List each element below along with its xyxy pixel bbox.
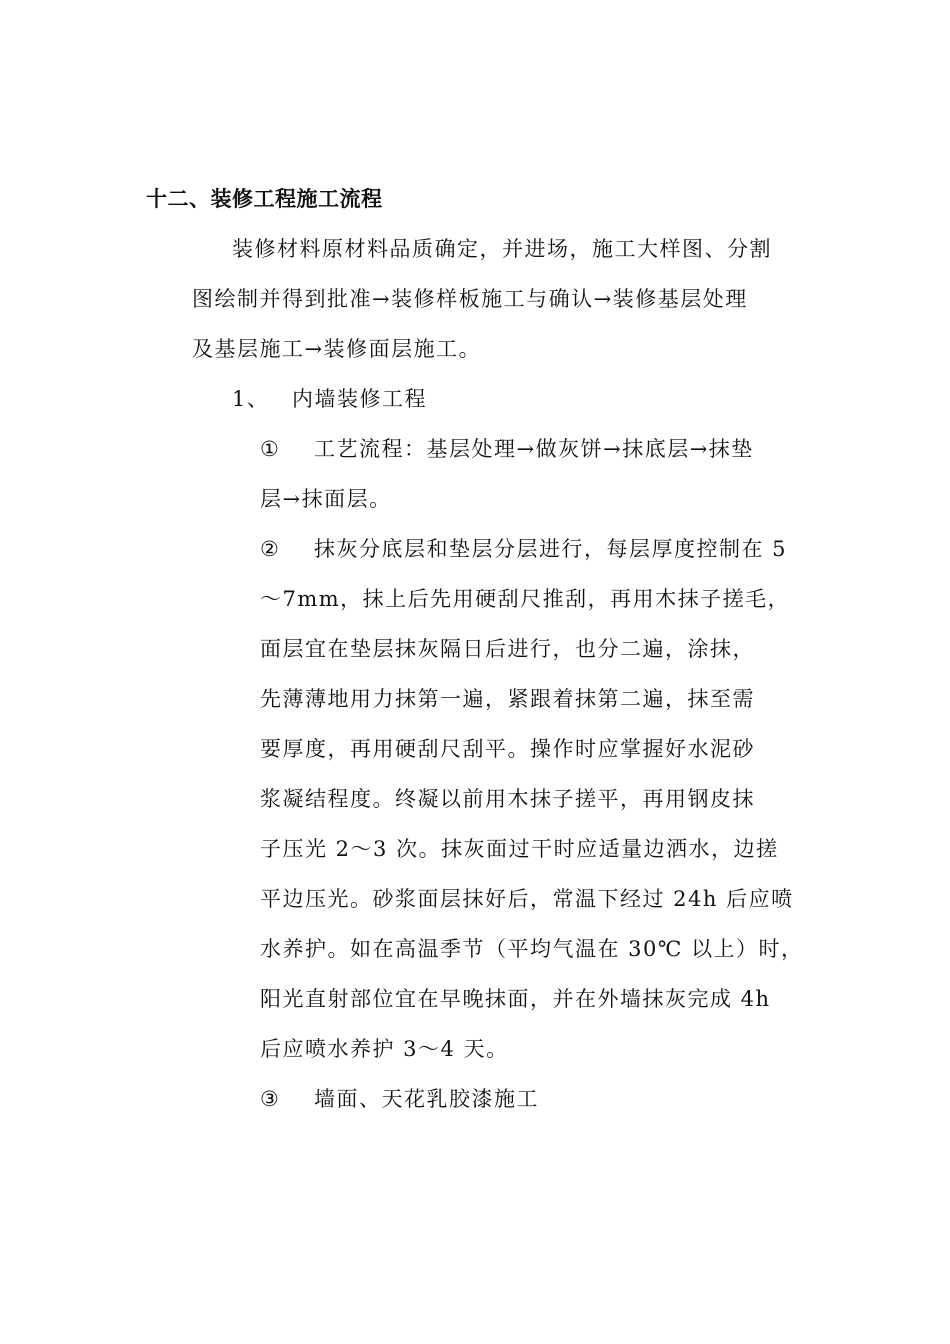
intro-line: 及基层施工→装修面层施工。 (192, 337, 482, 361)
item-text: 抹灰分底层和垫层分层进行，每层厚度控制在 5 (314, 537, 788, 561)
list-item-row (260, 534, 787, 564)
item-text: 墙面、天花乳胶漆施工 (314, 1087, 539, 1111)
item-marker: ③ (260, 1087, 281, 1111)
intro-line: 图绘制并得到批准→装修样板施工与确认→装修基层处理 (192, 287, 748, 311)
item-text: 平边压光。砂浆面层抹好后，常温下经过 24h 后应喷 (260, 887, 794, 911)
intro-line: 装修材料原材料品质确定，并进场，施工大样图、分割 (232, 237, 772, 261)
item-text: 子压光 2～3 次。抹灰面过干时应适量边洒水，边搓 (260, 837, 779, 861)
item-text: 水养护。如在高温季节（平均气温在 30℃ 以上）时， (260, 937, 804, 961)
item-text: ～7mm，抹上后先用硬刮尺推刮，再用木抹子搓毛， (260, 587, 791, 611)
item-marker: ② (260, 537, 281, 561)
item-text: 工艺流程：基层处理→做灰饼→抹底层→抹垫 (314, 437, 754, 461)
subsection-number: 1、 (232, 387, 270, 411)
item-marker: ① (260, 437, 281, 461)
subsection-title: 内墙装修工程 (292, 387, 427, 411)
section-heading: 十二、装修工程施工流程 (146, 187, 383, 211)
item-text: 要厚度，再用硬刮尺刮平。操作时应掌握好水泥砂 (260, 737, 755, 761)
item-text: 面层宜在垫层抹灰隔日后进行，也分二遍，涂抹， (260, 637, 755, 661)
item-text: 先薄薄地用力抹第一遍，紧跟着抹第二遍，抹至需 (260, 687, 755, 711)
list-item-row (260, 434, 754, 464)
item-text: 阳光直射部位宜在早晚抹面，并在外墙抹灰完成 4h (260, 987, 771, 1011)
list-item-row (260, 1084, 539, 1114)
item-text: 层→抹面层。 (260, 487, 392, 511)
item-text: 后应喷水养护 3～4 天。 (260, 1037, 509, 1061)
subsection-title-row (232, 384, 427, 414)
item-text: 浆凝结程度。终凝以前用木抹子搓平，再用钢皮抹 (260, 787, 755, 811)
